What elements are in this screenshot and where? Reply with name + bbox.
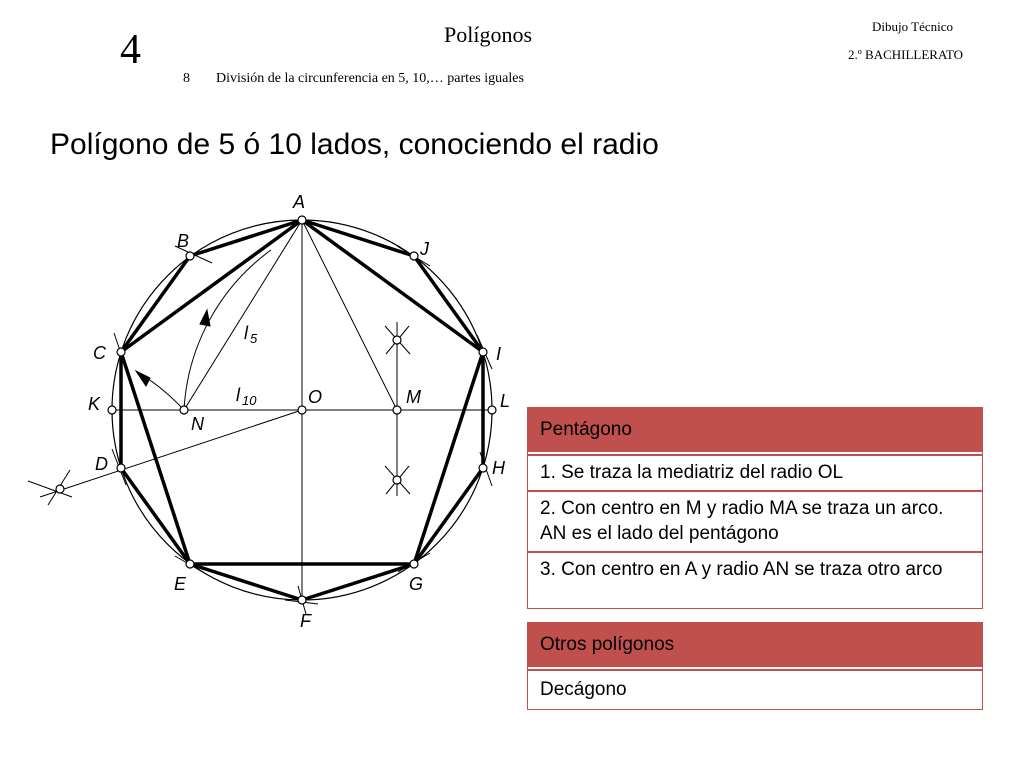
label-l10: l $_{10}$ [236,385,257,408]
header-level: 2.º BACHILLERATO [848,47,964,62]
other-polygons-title: Otros polígonos [528,623,982,669]
point-n [180,406,188,414]
unit-number: 4 [120,27,141,73]
arc-arrowhead-1 [200,310,210,326]
label-j: J [420,239,429,259]
point-j [410,252,418,260]
point-g [410,560,418,568]
point-e [186,560,194,568]
label-m: M [406,387,421,407]
point-b [186,252,194,260]
label-f: F [300,611,311,631]
header-title: Polígonos [444,22,533,47]
pentagon-step-3: 3. Con centro en A y radio AN se traza otro arco [528,551,982,587]
label-l5: l $_5$ [244,323,258,346]
segment-ma [302,220,397,410]
lesson-number: 8 [183,71,190,86]
label-b: B [177,231,190,251]
label-h: H [492,458,505,478]
other-polygons-item-decagon: Decágono [528,669,982,708]
point-m-bottom [393,476,401,484]
point-o [298,406,306,414]
point-d [117,464,125,472]
point-a [298,216,306,224]
label-a: A [293,192,306,212]
point-m-top [393,336,401,344]
label-g: G [409,574,424,594]
point-h [479,464,487,472]
pentagon-step-1: 1. Se traza la mediatriz del radio OL [528,454,982,490]
label-d: D [95,454,108,474]
header-course: Dibujo Técnico [872,19,953,34]
point-k [108,406,116,414]
point-c [117,348,125,356]
lesson-title: División de la circunferencia en 5, 10,… partes iguales [216,71,524,86]
label-i: I [496,344,502,364]
label-n: N [191,414,204,434]
point-extension [56,485,64,493]
label-e: E [174,574,187,594]
point-m [393,406,401,414]
pentagon-panel [527,407,983,609]
point-i [479,348,487,356]
label-o: O [308,387,323,407]
pentagon-step-2: 2. Con centro en M y radio MA se traza un arco. AN es el lado del pentágono [528,490,982,551]
label-c: C [93,343,106,363]
label-k: K [88,394,101,414]
point-f [298,596,306,604]
extension-line [40,410,302,497]
pentagon-panel-title: Pentágono [528,408,982,454]
page-title: Polígono de 5 ó 10 lados, conociendo el radio [50,128,659,161]
other-polygons-panel [527,622,983,710]
arc-arrowhead-2 [136,371,150,386]
label-l: L [500,391,511,411]
point-l [488,406,496,414]
